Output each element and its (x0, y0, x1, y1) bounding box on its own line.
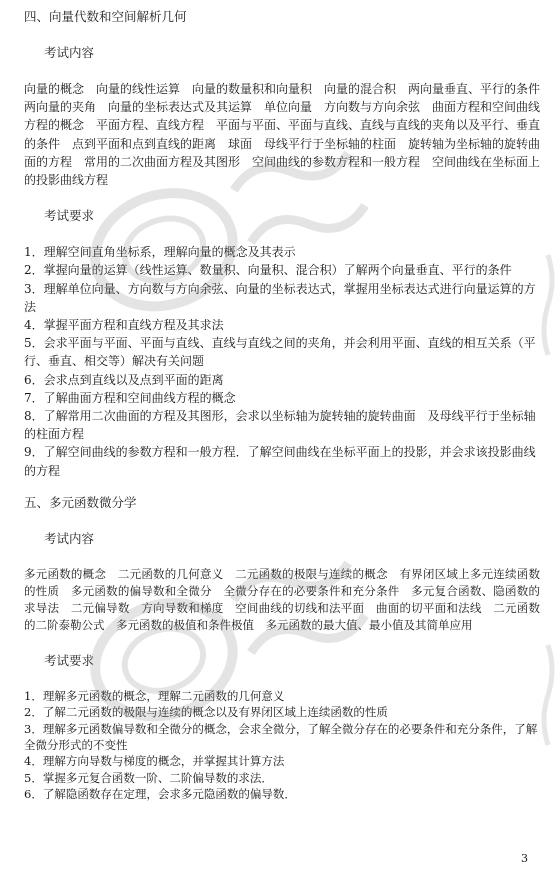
content-text: 向量的概念 向量的线性运算 向量的数量积和向量积 向量的混合积 两向量垂直、平行的条件 两向量的夹角 向量的坐标表达式及其运算 单位向量 方向数与方向余弦 曲面方程和空间曲线方程的概念 平面方程、直线方程 平面与平面、平面与直线、直线与直线的夹角以及平行、垂直的条件 点到平面和点到直线的距离 球面 母线平行于坐标轴的柱面 旋转轴为坐标轴的旋转曲面的方程 常用的二次曲面方程及其图形 空间曲线的参数方程和一般方程 空间曲线在坐标面上的投影曲线方程 (24, 82, 553, 188)
list-item: 8．了解常用二次曲面的方程及其图形，会求以坐标轴为旋转轴的旋转曲面 及母线平行于坐标轴的柱面方程 (24, 409, 536, 442)
list-item: 1．理解空间直角坐标系，理解向量的概念及其表示 (24, 245, 296, 260)
list-item: 2．了解二元函数的极限与连续的概念以及有界闭区域上连续函数的性质 (24, 705, 388, 720)
edge-watermark (538, 640, 558, 750)
section-multivariable-calculus (24, 494, 540, 803)
requirements-list (24, 243, 540, 480)
list-item: 5．掌握多元复合函数一阶、二阶偏导数的求法． (24, 770, 273, 785)
edge-watermark (538, 250, 558, 360)
list-item: 6．了解隐函数存在定理，会求多元隐函数的偏导数． (24, 787, 296, 802)
section-vector-algebra (24, 8, 553, 480)
content-heading: 考试内容 (44, 45, 95, 60)
list-item: 3．理解多元函数偏导数和全微分的概念，会求全微分，了解全微分存在的必要条件和充分条件，了解全微分形式的不变性 (24, 721, 538, 753)
list-item: 4．掌握平面方程和直线方程及其求法 (24, 318, 224, 333)
content-heading: 考试内容 (44, 530, 95, 546)
list-item: 7．了解曲面方程和空间曲线方程的概念 (24, 390, 236, 405)
list-item: 6．会求点到直线以及点到平面的距离 (24, 372, 224, 387)
list-item: 1．理解多元函数的概念，理解二元函数的几何意义 (24, 688, 285, 703)
page-number: 3 (521, 852, 528, 865)
list-item: 5．会求平面与平面、平面与直线、直线与直线之间的夹角，并会利用平面、直线的相互关系（平行、垂直、相交等）解决有关问题 (24, 336, 536, 369)
section-title: 五、多元函数微分学 (24, 494, 137, 510)
content-text: 多元函数的概念 二元函数的几何意义 二元函数的极限与连续的概念 有界闭区域上多元连续函数的性质 多元函数的偏导数和全微分 全微分存在的必要条件和充分条件 多元复合函数、隐函数的求导法 二元偏导数 方向导数和梯度 空间曲线的切线和法平面 曲面的切平面和法线 二元函数的二阶泰勒公式 多元函数的极值和条件极值 多元函数的最大值、最小值及其简单应用 (24, 566, 540, 632)
list-item: 2．掌握向量的运算（线性运算、数量积、向量积、混合积）了解两个向量垂直、平行的条件 (24, 263, 512, 278)
section-title: 四、向量代数和空间解析几何 (24, 9, 187, 24)
list-item: 4．理解方向导数与梯度的概念，并掌握其计算方法 (24, 754, 285, 769)
requirements-heading: 考试要求 (44, 208, 95, 224)
requirements-heading: 考试要求 (44, 652, 95, 668)
requirements-list (24, 688, 540, 803)
list-item: 9．了解空间曲线的参数方程和一般方程．了解空间曲线在坐标平面上的投影，并会求该投影曲线的方程 (24, 445, 536, 478)
list-item: 3．理解单位向量、方向数与方向余弦、向量的坐标表达式，掌握用坐标表达式进行向量运算的方法 (24, 281, 536, 314)
